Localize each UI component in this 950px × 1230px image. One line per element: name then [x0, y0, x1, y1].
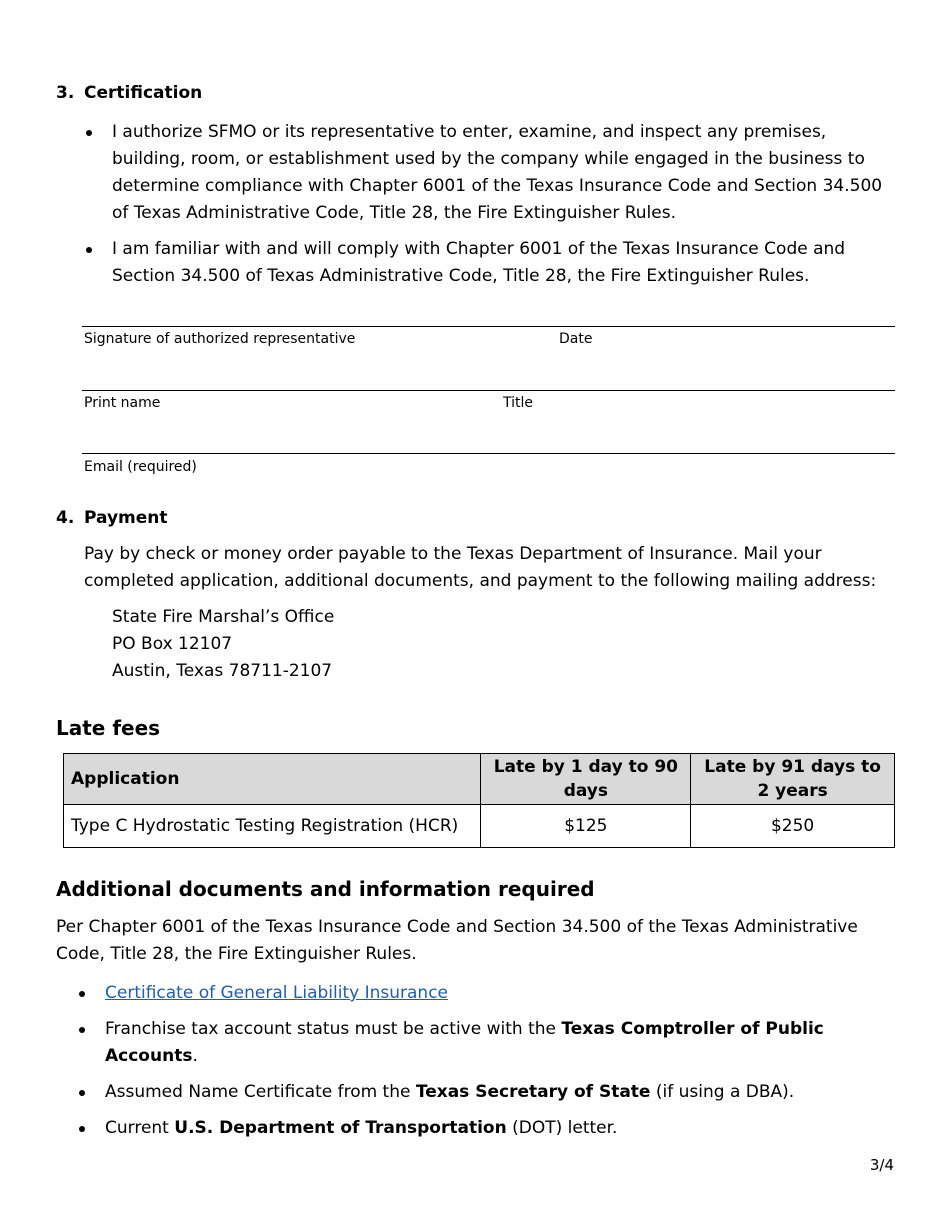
address-line: State Fire Marshal’s Office — [112, 607, 335, 627]
certification-bullet: I authorize SFMO or its representative to enter, examine, and inspect any premises, building, room, or establishment used by the company while engaged in the business to determine compliance with Chapter 6001 of the Texas Insurance Code and Section 34.500 of Texas Administrative Code, Title 28, the Fire Extinguisher Rules. — [112, 119, 897, 227]
table-row — [64, 805, 895, 848]
bullet-icon — [79, 1027, 85, 1033]
column-header-late-2yr: Late by 91 days to 2 years — [691, 754, 895, 805]
email-line[interactable] — [82, 453, 895, 454]
address-line: Austin, Texas 78711-2107 — [112, 661, 333, 681]
bullet-icon — [86, 247, 92, 253]
print-name-label: Print name — [84, 395, 161, 411]
print-name-line[interactable] — [82, 390, 895, 391]
table-cell-fee-90: $125 — [481, 805, 691, 848]
signature-line[interactable] — [82, 326, 895, 327]
list-item: Assumed Name Certificate from the Texas Secretary of State (if using a DBA). — [105, 1079, 895, 1106]
page-number: 3/4 — [869, 1156, 894, 1174]
table-cell-application: Type C Hydrostatic Testing Registration (HCR) — [64, 805, 481, 848]
bullet-icon — [79, 1126, 85, 1132]
certification-title: Certification — [84, 83, 203, 103]
signature-label: Signature of authorized representative — [84, 331, 356, 347]
bullet-icon — [79, 991, 85, 997]
additional-bullets — [105, 980, 895, 1142]
email-label: Email (required) — [84, 459, 197, 475]
list-item: Current U.S. Department of Transportation (DOT) letter. — [105, 1115, 895, 1142]
column-header-late-90: Late by 1 day to 90 days — [481, 754, 691, 805]
column-header-application: Application — [64, 754, 481, 805]
payment-title: Payment — [84, 508, 168, 528]
bullet-icon — [79, 1090, 85, 1096]
table-cell-fee-2yr: $250 — [691, 805, 895, 848]
late-fees-table — [63, 753, 895, 848]
bullet-icon — [86, 130, 92, 136]
table-header-row — [64, 754, 895, 805]
certification-number: 3. — [56, 83, 75, 103]
payment-instructions: Pay by check or money order payable to the Texas Department of Insurance. Mail your completed application, additional documents, and payment to the following mailing address: — [84, 544, 877, 591]
list-item — [105, 980, 895, 1007]
mailing-address — [112, 604, 334, 685]
certification-bullets — [112, 119, 897, 290]
address-line: PO Box 12107 — [112, 634, 233, 654]
additional-docs-heading: Additional documents and information required — [56, 877, 595, 901]
payment-number: 4. — [56, 508, 75, 528]
title-label: Title — [503, 395, 534, 411]
late-fees-heading: Late fees — [56, 716, 161, 740]
liability-insurance-link[interactable]: Certificate of General Liability Insurance — [105, 983, 449, 1003]
certification-bullet: I am familiar with and will comply with Chapter 6001 of the Texas Insurance Code and Section 34.500 of Texas Administrative Code, Title 28, the Fire Extinguisher Rules. — [112, 236, 897, 290]
list-item: Franchise tax account status must be active with the Texas Comptroller of Public Accounts. — [105, 1016, 895, 1070]
date-label: Date — [559, 331, 593, 347]
additional-intro: Per Chapter 6001 of the Texas Insurance Code and Section 34.500 of the Texas Administrative Code, Title 28, the Fire Extinguisher Rules. — [56, 917, 858, 964]
